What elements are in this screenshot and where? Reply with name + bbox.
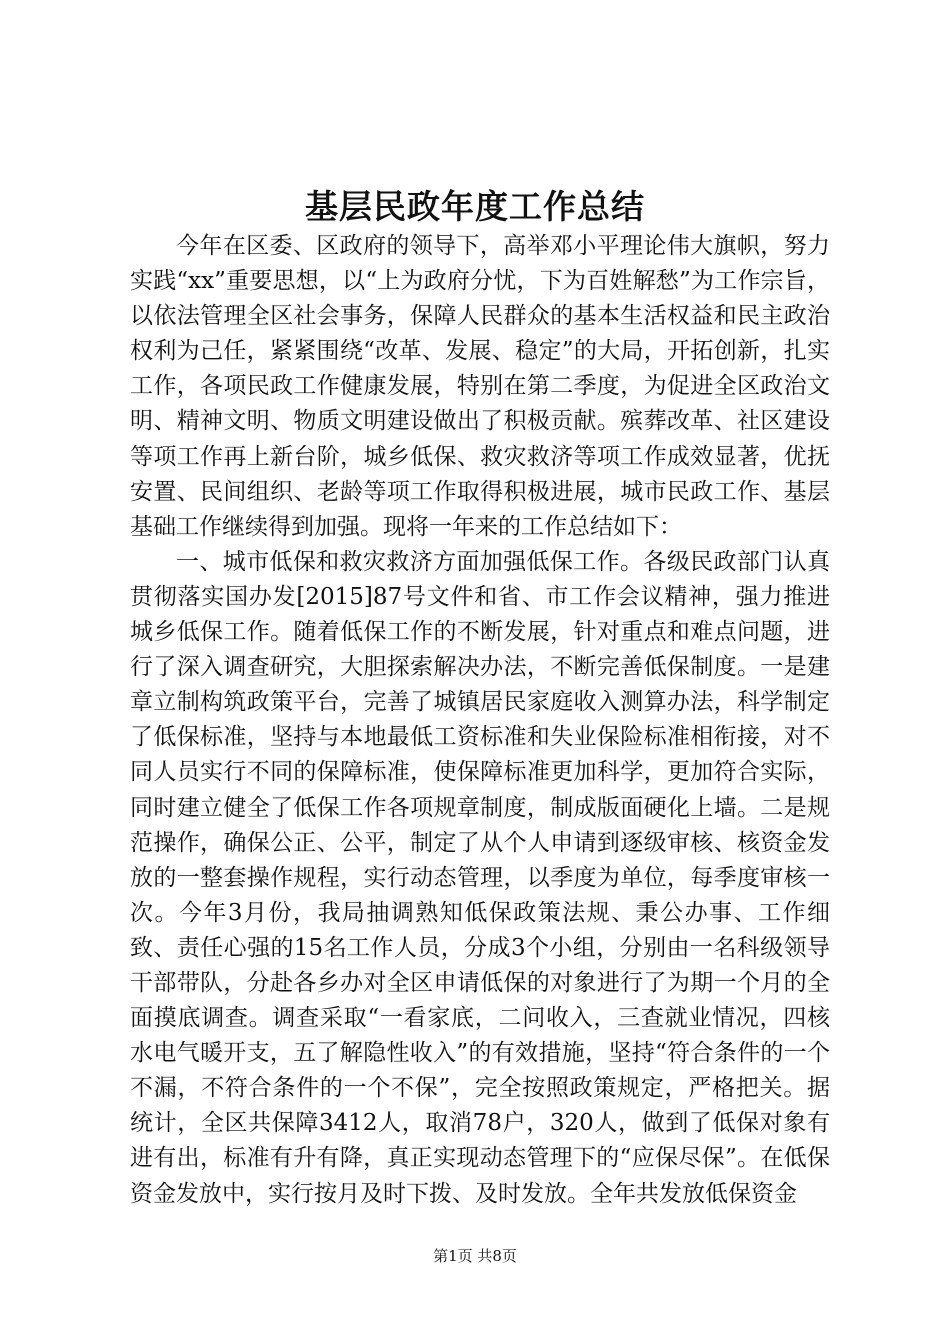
- page-footer: 第1页 共8页: [433, 1247, 517, 1265]
- section-one-paragraph: 一、城市低保和救灾救济方面加强低保工作。各级民政部门认真贯彻落实国办发[2015]87号文件和省、市工作会议精神，强力推进城乡低保工作。随着低保工作的不断发展，针对重点和难点问题，进行了深入调查研究，大胆探索解决办法，不断完善低保制度。一是建章立制构筑政策平台，完善了城镇居民家庭收入测算办法，科学制定了低保标准，坚持与本地最低工资标准和失业保险标准相衔接，对不同人员实行不同的保障标准，使保障标准更加科学，更加符合实际，同时建立健全了低保工作各项规章制度，制成版面硬化上墙。二是规范操作，确保公正、公平，制定了从个人申请到逐级审核、核资金发放的一整套操作规程，实行动态管理，以季度为单位，每季度审核一次。今年3月份，我局抽调熟知低保政策法规、秉公办事、工作细致、责任心强的15名工作人员，分成3个小组，分别由一名科级领导干部带队，分赴各乡办对全区申请低保的对象进行了为期一个月的全面摸底调查。调查采取“一看家底，二问收入，三查就业情况，四核水电气暖开支，五了解隐性收入”的有效措施，坚持“符合条件的一个不漏，不符合条件的一个不保”，完全按照政策规定，严格把关。据统计，全区共保障3412人，取消78户，320人，做到了低保对象有进有出，标准有升有降，真正实现动态管理下的“应保尽保”。在低保资金发放中，实行按月及时下拨、及时发放。全年共发放低保资金: [130, 548, 830, 1207]
- document-title: 基层民政年度工作总结: [305, 187, 645, 226]
- intro-paragraph: 今年在区委、区政府的领导下，高举邓小平理论伟大旗帜，努力实践“xx”重要思想，以“上为政府分忧，下为百姓解愁”为工作宗旨，以依法管理全区社会事务，保障人民群众的基本生活权益和民主政治权利为己任，紧紧围绕“改革、发展、稳定”的大局，开拓创新，扎实工作，各项民政工作健康发展，特别在第二季度，为促进全区政治文明、精神文明、物质文明建设做出了积极贡献。殡葬改革、社区建设等项工作再上新台阶，城乡低保、救灾救济等项工作成效显著，优抚安置、民间组织、老龄等项工作取得积极进展，城市民政工作、基层基础工作继续得到加强。现将一年来的工作总结如下：: [130, 233, 830, 540]
- document-body: [130, 229, 830, 1212]
